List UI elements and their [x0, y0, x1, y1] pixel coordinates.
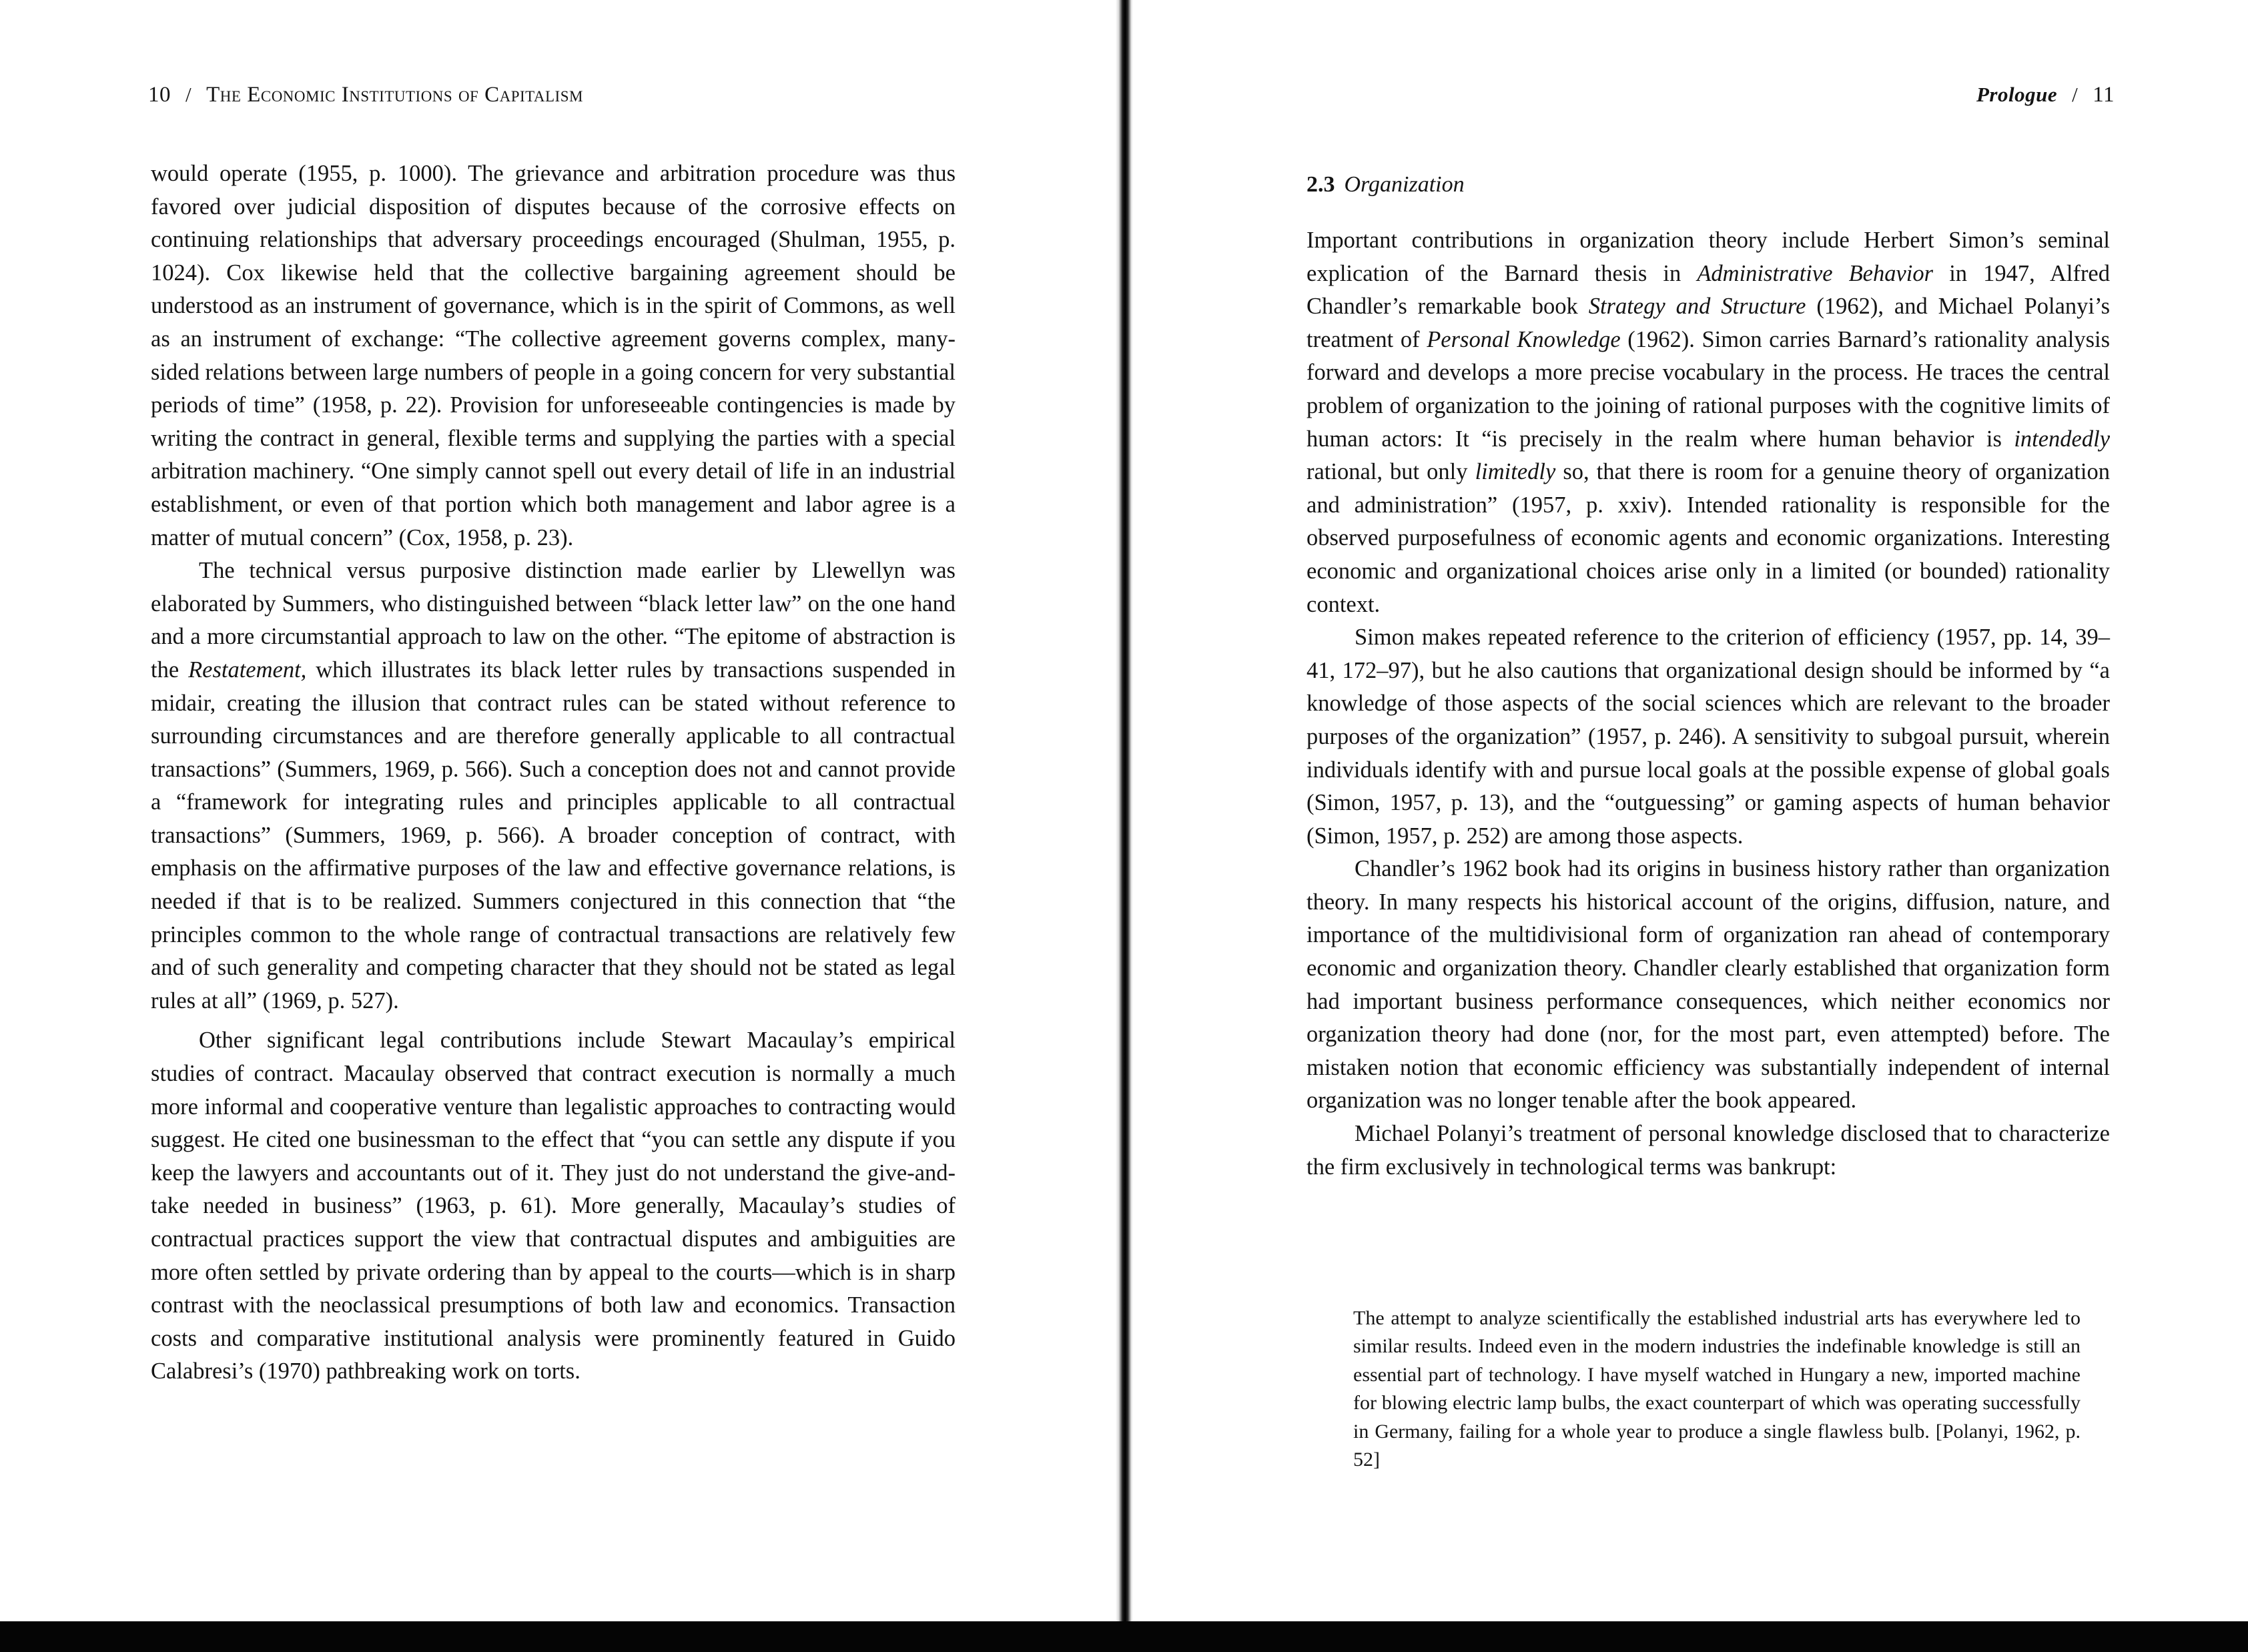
polanyi-block-quote	[1353, 1304, 2081, 1474]
p1-book-title-2: Strategy and Structure	[1588, 294, 1806, 320]
left-running-head	[148, 83, 583, 107]
p1-book-title-3: Personal Knowledge	[1427, 326, 1621, 352]
right-paragraph-1	[1306, 224, 2110, 621]
p1-text-g: (1962). Simon carries Barnard’s rationality analysis forward and develops a more precise vocabulary in the process. He traces the central problem of organization to the joining of rational purposes with the cognitive limits of human actors: It “is precisely in the realm where human behavior is	[1306, 326, 2111, 452]
left-paragraph-2	[151, 554, 956, 1017]
p1-italic-limitedly: limitedly	[1475, 459, 1556, 485]
right-paragraph-2: Simon makes repeated reference to the criterion of efficiency (1957, pp. 14, 39–41, 172–97), but he also cautions that organizational design should be informed by “a knowledge of those aspects of the social sciences which are relevant to the broader purposes of the organization” (1957, p. 246). A sensitivity to subgoal pursuit, wherein individuals identify with and pursue local goals at the possible expense of global goals (Simon, 1957, p. 13), and the “outguessing” or gaming aspects of human behavior (Simon, 1957, p. 252) are among those aspects.	[1306, 625, 2110, 849]
p1-text-c: in 1947, Alfred Chandler’s remarkable book	[1306, 260, 2111, 320]
right-running-title: Prologue	[1976, 83, 2058, 106]
right-paragraph-3: Chandler’s 1962 book had its origins in business history rather than organization theory. In many respects his historical account of the origins, diffusion, nature, and importance of the multidivisional form of organization ran ahead of contemporary economic and organization theory. Chandler clearly established that organization form had important business performance consequences, which neither economics nor organization theory had done (nor, for the most part, even attempted) before. The mistaken notion that economic efficiency was substantially independent of internal organization was no longer tenable after the book appeared.	[1306, 856, 2110, 1114]
right-page-number: 11	[2093, 83, 2115, 107]
p1-book-title-1: Administrative Behavior	[1697, 260, 1934, 286]
right-page	[1134, 0, 2248, 1652]
right-body-text	[1306, 224, 2110, 1184]
section-heading	[1306, 172, 1465, 197]
p1-text-a: Important contributions in organization theory include Herbert Simon’s seminal explication of the Barnard thesis in	[1306, 228, 2110, 286]
right-running-head	[1976, 83, 2115, 107]
left-page	[0, 0, 1121, 1652]
p1-text-i: rational, but only	[1306, 459, 1468, 485]
block-quote-text: The attempt to analyze scientifically the established industrial arts has everywhere led to similar results. Indeed even in the modern industries the indefinable knowledge is still an essential part of technology. I have myself watched in Hungary a new, imported machine for blowing electric lamp bulbs, the exact counterpart of which was operating successfully in Germany, failing for a whole year to produce a single flawless bulb. [Polanyi, 1962, p. 52]	[1353, 1307, 2081, 1471]
right-head-separator: /	[2072, 83, 2079, 106]
section-title: Organization	[1344, 172, 1465, 197]
left-paragraph-2-part-b: which illustrates its black letter rules by transactions suspended in midair, creating the illusion that contract rules can be stated without reference to surrounding circumstances and are therefore generally applicable to all contractual transactions” (Summers, 1969, p. 566). Such a conception does not and cannot provide a “framework for integrating rules and principles applicable to all contractual transactions” (Summers, 1969, p. 566). A broader conception of contract, with emphasis on the affirmative purposes of the law and effective governance relations, is needed if that is to be realized. Summers conjectured in this connection that “the principles common to the whole range of contractual transactions are relatively few and of such generality and competing character that they should not be stated as legal rules at all” (1969, p. 527).	[151, 657, 956, 1013]
left-paragraph-1: would operate (1955, p. 1000). The grievance and arbitration procedure was thus favored over judicial disposition of disputes because of the corrosive effects on continuing relationships that adversary proceedings encouraged (Shulman, 1955, p. 1024). Cox likewise held that the collective bargaining agreement should be understood as an instrument of governance, which is in the spirit of Commons, as well as an instrument of exchange: “The collective agreement governs complex, many-sided relations between large numbers of people in a going concern for very substantial periods of time” (1958, p. 22). Provision for unforeseeable contingencies is made by writing the contract in general, flexible terms and supplying the parties with a special arbitration machinery. “One simply cannot spell out every detail of life in an industrial establishment, or even of that portion which both management and labor agree is a matter of mutual concern” (Cox, 1958, p. 23).	[151, 161, 956, 550]
section-number: 2.3	[1306, 172, 1335, 197]
left-paragraph-2-italic: Restatement,	[188, 657, 307, 683]
left-paragraph-3: Other significant legal contributions include Stewart Macaulay’s empirical studies of contract. Macaulay observed that contract execution is normally a much more informal and cooperative venture than legalistic approaches to contracting would suggest. He cited one businessman to the effect that “you can settle any dispute if you keep the lawyers and accountants out of it. They just do not understand the give-and-take needed in business” (1963, p. 61). More generally, Macaulay’s studies of contractual practices support the view that contractual disputes and ambiguities are more often settled by private ordering than by appeal to the courts—which is in sharp contrast with the neoclassical presumptions of both law and economics. Transaction costs and comparative institutional analysis were prominently featured in Guido Calabresi’s (1970) pathbreaking work on torts.	[151, 1027, 956, 1384]
scan-bottom-edge	[0, 1621, 2248, 1652]
left-page-number: 10	[148, 83, 171, 107]
book-gutter	[1116, 0, 1133, 1652]
left-paragraph-2-part-a: The technical versus purposive distinction made earlier by Llewellyn was elaborated by Summers, who distinguished between “black letter law” on the one hand and a more circumstantial approach to law on the other. “The epitome of abstraction is the	[151, 558, 956, 683]
p1-italic-intendedly: intendedly	[2014, 426, 2111, 452]
p1-text-k: so, that there is room for a genuine theory of organization and administration” (1957, p. xxiv). Intended rationality is responsible for the observed purposefulness of economic agents and economic organizations. Interesting economic and organizational choices arise only in a limited (or bounded) rationality context.	[1306, 459, 2111, 617]
left-body-text	[151, 157, 956, 1388]
left-running-title: The Economic Institutions of Capitalism	[206, 83, 583, 107]
right-paragraph-4: Michael Polanyi’s treatment of personal knowledge disclosed that to characterize the firm exclusively in technological terms was bankrupt:	[1306, 1121, 2110, 1180]
left-head-separator: /	[185, 83, 192, 106]
p1-text-e: (1962), and Michael Polanyi’s treatment of	[1306, 294, 2111, 352]
